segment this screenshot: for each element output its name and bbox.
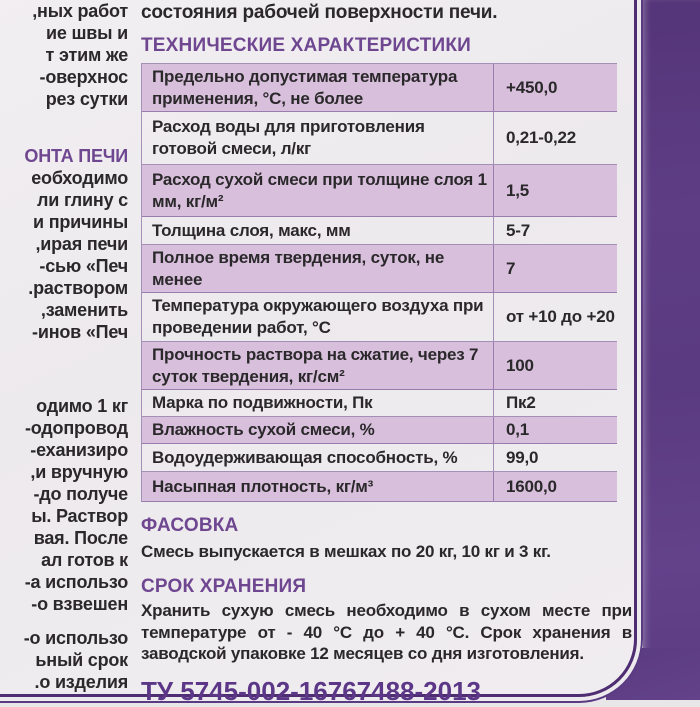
spec-label: Предельно допустимая температура применения, °С, не более [152,66,458,108]
spec-label: Насыпная плотность, кг/м³ [152,476,374,496]
spec-value: 5-7 [493,217,617,244]
table-row [142,390,617,417]
left-col-line: вая. После [33,528,128,548]
tu-certificate-number: ТУ 5745-002-16767488-2013 [141,675,481,706]
storage-body: Хранить сухую смесь необходимо в сухом месте при температуре от - 40 °С до + 40 °С. Срок хранения в заводской упаковке 12 месяцев со дня изготовления. [141,601,632,663]
left-col-line: ирая печи, [35,234,128,254]
left-col-line: еобходимо [31,168,128,188]
spec-value: +450,0 [493,64,617,111]
main-text-column [141,0,632,707]
left-col-line: оверхнос- [39,67,128,87]
spec-label: Влажность сухой смеси, % [152,420,375,439]
spec-label: Температура окружающего воздуха при проведении работ, °С [152,296,484,337]
left-col-line: инов «Печ- [32,322,128,342]
spec-label: Полное время твердения, суток, не менее [152,247,445,289]
spec-label: Расход сухой смеси при толщине слоя 1 мм, кг/м² [152,169,487,211]
spec-value: 0,1 [493,417,617,443]
spec-label: Марка по подвижности, Пк [152,393,373,412]
storage-heading: СРОК ХРАНЕНИЯ [141,576,307,597]
left-col-section-heading: ОНТА ПЕЧИ [24,146,128,166]
left-col-line: и причины [33,212,128,232]
table-row [142,293,617,342]
left-col-line: ал готов к [41,550,128,570]
package-side-band [643,0,700,700]
spec-label: Расход воды для приготовления готовой смеси, л/кг [152,117,425,158]
table-row [142,165,617,217]
left-col-line: ьный срок [35,650,128,670]
table-row [142,472,617,502]
left-col-line: ы. Раствор [31,506,128,526]
spec-value: от +10 до +20 [493,293,617,341]
spec-label: Прочность раствора на сжатие, через 7 суток твердения, кг/см² [152,344,479,386]
spec-table [141,63,617,502]
left-col-line: до получе- [33,484,128,504]
table-row [142,245,617,293]
left-col-line: еханизиро- [30,440,128,460]
left-col-line: заменить, [40,300,128,320]
spec-value: 1,5 [493,165,617,216]
spec-value: 0,21-0,22 [493,112,617,164]
packing-body: Смесь выпускается в мешках по 20 кг, 10 кг и 3 кг. [141,542,551,561]
spec-label: Водоудерживающая способность, % [152,447,458,467]
packing-heading: ФАСОВКА [141,515,239,536]
left-col-line: рез сутки [45,89,128,109]
table-row [142,112,617,165]
table-row [142,217,617,245]
spec-value: 100 [493,342,617,389]
table-row [142,444,617,472]
left-text-column [0,0,128,693]
left-col-line: одопровод- [24,418,128,438]
spec-value: 1600,0 [493,472,617,501]
left-col-line: о изделия. [34,672,128,692]
left-col-line: а использо- [24,572,128,592]
left-col-line: ных работ, [32,1,128,21]
spec-label: Толщина слоя, макс, мм [152,220,351,240]
left-col-line: ли глину с [37,190,128,210]
left-col-line: и вручную, [30,462,128,482]
table-row [142,64,617,112]
left-col-line: одимо 1 кг [36,396,128,416]
left-col-line: о использо- [23,628,128,648]
left-col-line: ие швы и [46,23,128,43]
intro-line: состояния рабочей поверхности печи. [141,2,498,23]
tech-specs-heading: ТЕХНИЧЕСКИЕ ХАРАКТЕРИСТИКИ [141,35,472,56]
left-col-line: о взвешен- [31,594,128,614]
table-row [142,342,617,390]
left-col-line: сью «Печ- [39,256,128,276]
left-col-line: т этим же [45,45,128,65]
spec-value: 99,0 [493,444,617,471]
left-col-line: раствором. [28,278,128,298]
spec-value: Пк2 [493,390,617,416]
table-row [142,417,617,444]
spec-value: 7 [493,245,617,292]
